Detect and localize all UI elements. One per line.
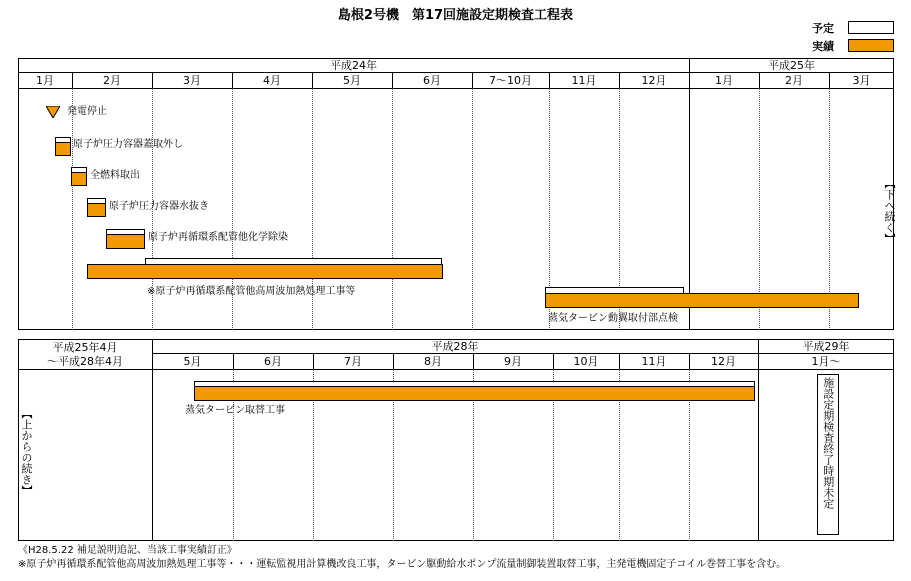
task-bar-actual: [194, 386, 755, 401]
month-label: 3月: [852, 74, 871, 87]
task-label-head-removal: 原子炉圧力容器蓋取外し: [73, 139, 183, 150]
task-label-turbine-inspection: 蒸気タービン動翼取付部点検: [548, 313, 678, 324]
month-label: 5月: [343, 74, 361, 87]
month-label: 2月: [103, 74, 121, 87]
month-label: 1月: [36, 74, 54, 87]
task-label-drain: 原子炉圧力容器水抜き: [109, 201, 209, 212]
task-label-heat-treatment: ※原子炉再循環系配管他高周波加熱処理工事等: [147, 286, 356, 297]
month-label: 2月: [785, 74, 803, 87]
month-label: 7～10月: [489, 74, 532, 87]
month-label: 1月: [715, 74, 733, 87]
month-label: 11月: [641, 355, 667, 368]
continue-below-note: 【下へ続く】: [883, 178, 896, 244]
year-label-h25: 平成25年: [768, 59, 815, 72]
month-label: 6月: [423, 74, 441, 87]
month-label: 7月: [344, 355, 362, 368]
month-label: 9月: [504, 355, 522, 368]
page-title: 島根2号機 第17回施設定期検査工程表: [337, 8, 574, 23]
inspection-end-undetermined-box: [817, 374, 839, 535]
month-label: 1月～: [811, 355, 841, 368]
legend-actual-label: 実績: [812, 40, 834, 53]
task-bar-actual: [106, 234, 145, 249]
inspection-end-undetermined-text: 施設定期検査終了時期未定: [821, 377, 835, 509]
month-label: 3月: [183, 74, 201, 87]
month-label: 8月: [424, 355, 442, 368]
month-label: 6月: [264, 355, 282, 368]
month-label: 10月: [573, 355, 599, 368]
month-label: 12月: [641, 74, 667, 87]
task-bar-actual: [87, 203, 106, 217]
note-footnote: ※原子炉再循環系配管他高周波加熱処理工事等・・・運転監視用計算機改良工事，タービン駆動給水ポンプ流量制御装置取替工事，主発電機固定子コイル巻替工事を含む。: [18, 559, 787, 570]
period-label-end: ～平成28年4月: [47, 355, 123, 368]
header-divider: [18, 72, 894, 73]
year-label-h28: 平成28年: [431, 340, 479, 353]
year-label-h24: 平成24年: [330, 59, 377, 72]
month-label: 12月: [711, 355, 736, 368]
month-label: 4月: [263, 74, 281, 87]
header-divider: [152, 353, 894, 354]
task-label-decontamination: 原子炉再循環系配管他化学除染: [148, 232, 288, 243]
header-divider: [18, 369, 894, 370]
legend-actual-swatch: [848, 39, 894, 52]
task-label-shutdown: 発電停止: [67, 106, 107, 117]
period-divider: [152, 339, 153, 541]
month-gridline: [72, 88, 73, 330]
period-label-start: 平成25年4月: [52, 341, 118, 354]
shutdown-triangle-icon: [46, 106, 60, 118]
task-label-fuel-removal: 全燃料取出: [90, 170, 140, 181]
task-bar-actual: [87, 264, 443, 279]
month-gridline: [472, 88, 473, 330]
continued-from-above-note: 【上からの続き】: [20, 408, 33, 496]
legend-plan-swatch: [848, 21, 894, 34]
year-label-h29: 平成29年: [802, 340, 850, 353]
note-revision: 《H28.5.22 補足説明追記、当該工事実績訂正》: [18, 545, 237, 556]
header-divider: [18, 88, 894, 89]
legend-plan-label: 予定: [812, 22, 834, 35]
year-divider: [758, 339, 759, 541]
month-label: 11月: [571, 74, 597, 87]
month-label: 5月: [183, 355, 202, 368]
month-gridline: [392, 88, 393, 330]
task-bar-actual: [71, 172, 87, 186]
task-bar-actual: [545, 293, 859, 308]
task-label-turbine-replacement: 蒸気タービン取替工事: [185, 405, 285, 416]
task-bar-actual: [55, 142, 71, 156]
